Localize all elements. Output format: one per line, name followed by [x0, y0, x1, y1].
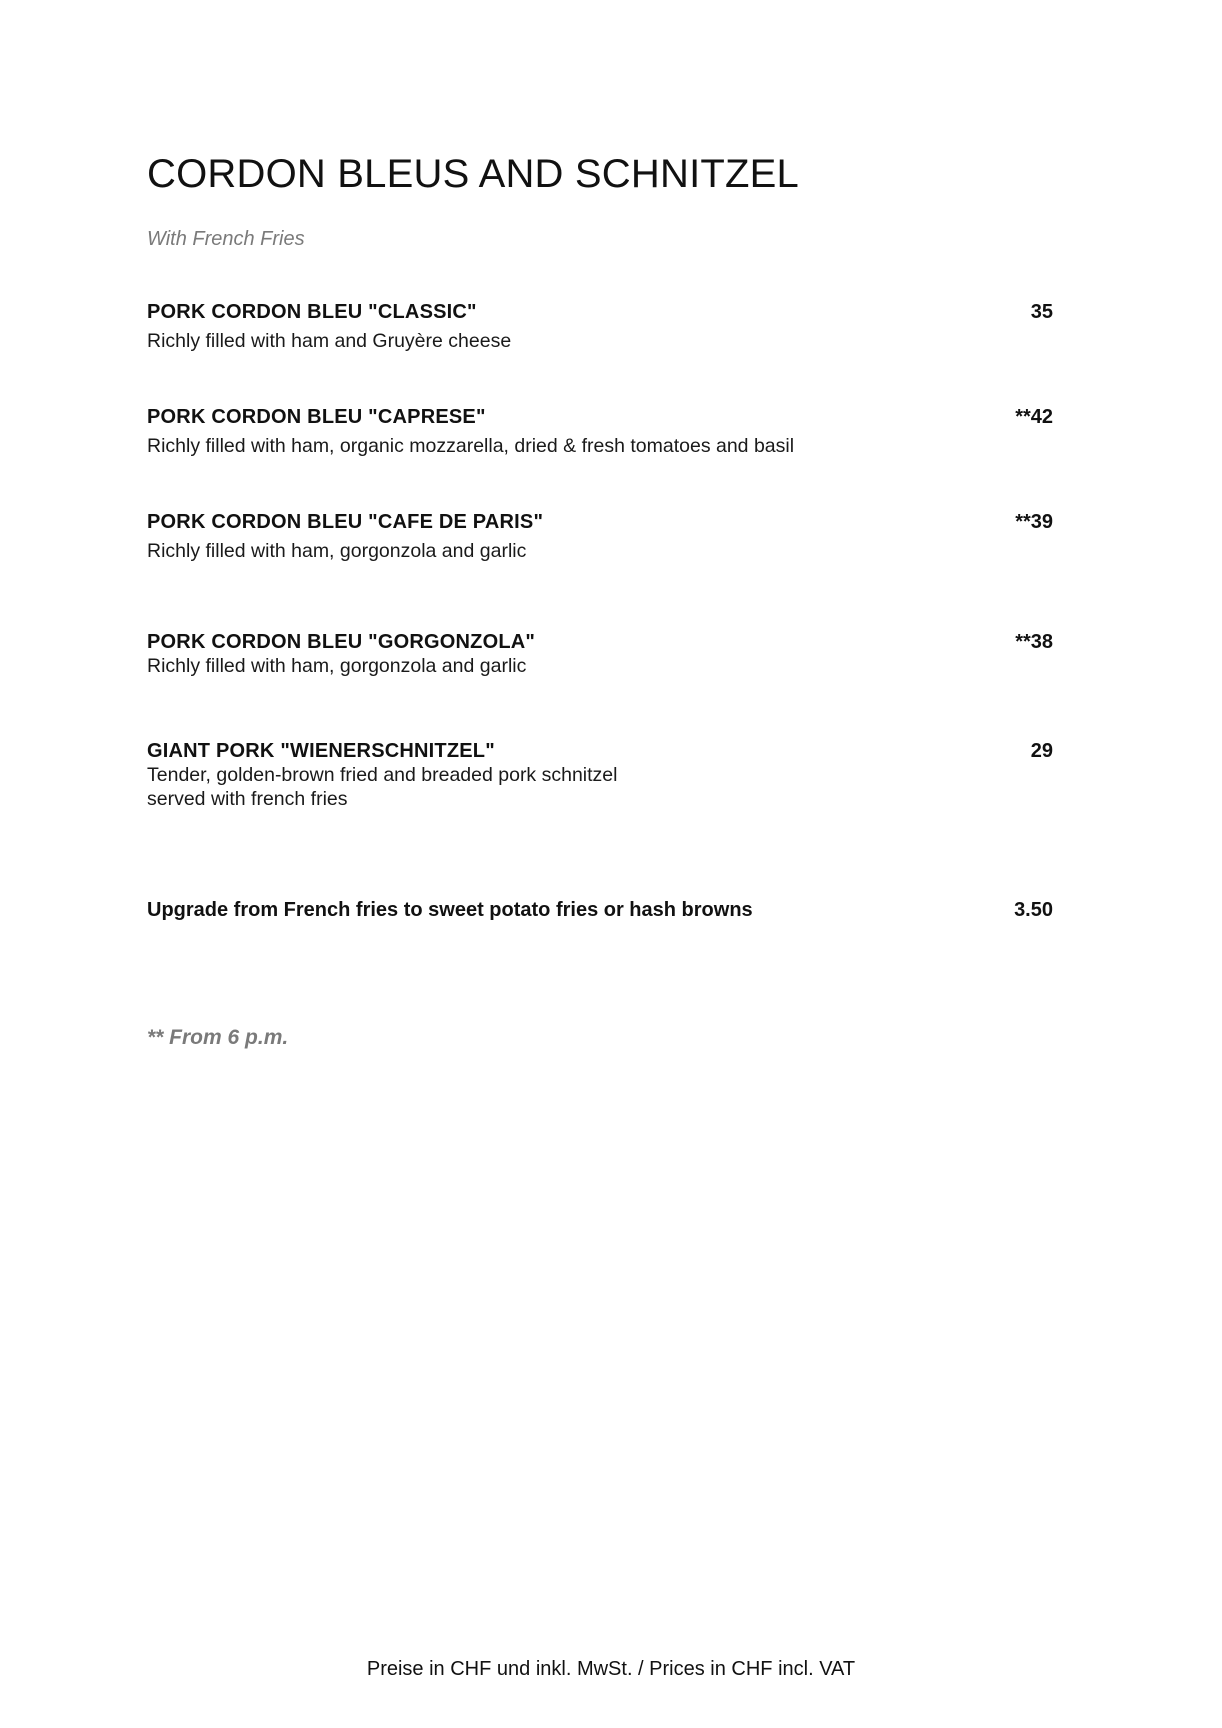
menu-item — [147, 406, 1053, 458]
upgrade-price: 3.50 — [1014, 899, 1053, 921]
menu-item — [147, 740, 1053, 811]
menu-item-price: 29 — [1030, 740, 1053, 762]
upgrade-label: Upgrade from French fries to sweet potato fries or hash browns — [147, 899, 753, 921]
menu-item-name: PORK CORDON BLEU "CLASSIC" — [147, 301, 477, 323]
menu-item-description: Richly filled with ham and Gruyère cheese — [147, 330, 512, 352]
upgrade-option — [147, 899, 1053, 922]
menu-item-description: Richly filled with ham, gorgonzola and garlic — [147, 540, 527, 562]
price-footer: Preise in CHF und inkl. MwSt. / Prices in CHF incl. VAT — [366, 1658, 856, 1680]
menu-item-name: PORK CORDON BLEU "GORGONZOLA" — [147, 631, 536, 653]
menu-item-name: GIANT PORK "WIENERSCHNITZEL" — [147, 740, 495, 762]
menu-item-name: PORK CORDON BLEU "CAPRESE" — [147, 406, 486, 428]
menu-item-header — [147, 740, 1053, 763]
menu-item-description: served with french fries — [147, 788, 348, 810]
menu-item-price: **38 — [1015, 631, 1053, 653]
upgrade-row — [147, 899, 1053, 922]
menu-item-description: Tender, golden-brown fried and breaded pork schnitzel — [147, 764, 618, 786]
page-title: CORDON BLEUS AND SCHNITZEL — [147, 152, 799, 196]
menu-item-name: PORK CORDON BLEU "CAFE DE PARIS" — [147, 511, 544, 533]
menu-item-header — [147, 406, 1053, 429]
menu-item-header — [147, 511, 1053, 534]
page-subtitle: With French Fries — [147, 228, 305, 250]
menu-item-header — [147, 631, 1053, 654]
menu-item-price: **39 — [1015, 511, 1053, 533]
evening-availability-note: ** From 6 p.m. — [147, 1026, 289, 1049]
menu-item — [147, 631, 1053, 678]
menu-item-description: Richly filled with ham, organic mozzarella, dried & fresh tomatoes and basil — [147, 435, 795, 457]
menu-item-description: Richly filled with ham, gorgonzola and garlic — [147, 655, 527, 677]
menu-item-price: 35 — [1030, 301, 1053, 323]
menu-item — [147, 511, 1053, 563]
menu-item-price: **42 — [1015, 406, 1053, 428]
menu-item-header — [147, 301, 1053, 324]
menu-item — [147, 301, 1053, 353]
